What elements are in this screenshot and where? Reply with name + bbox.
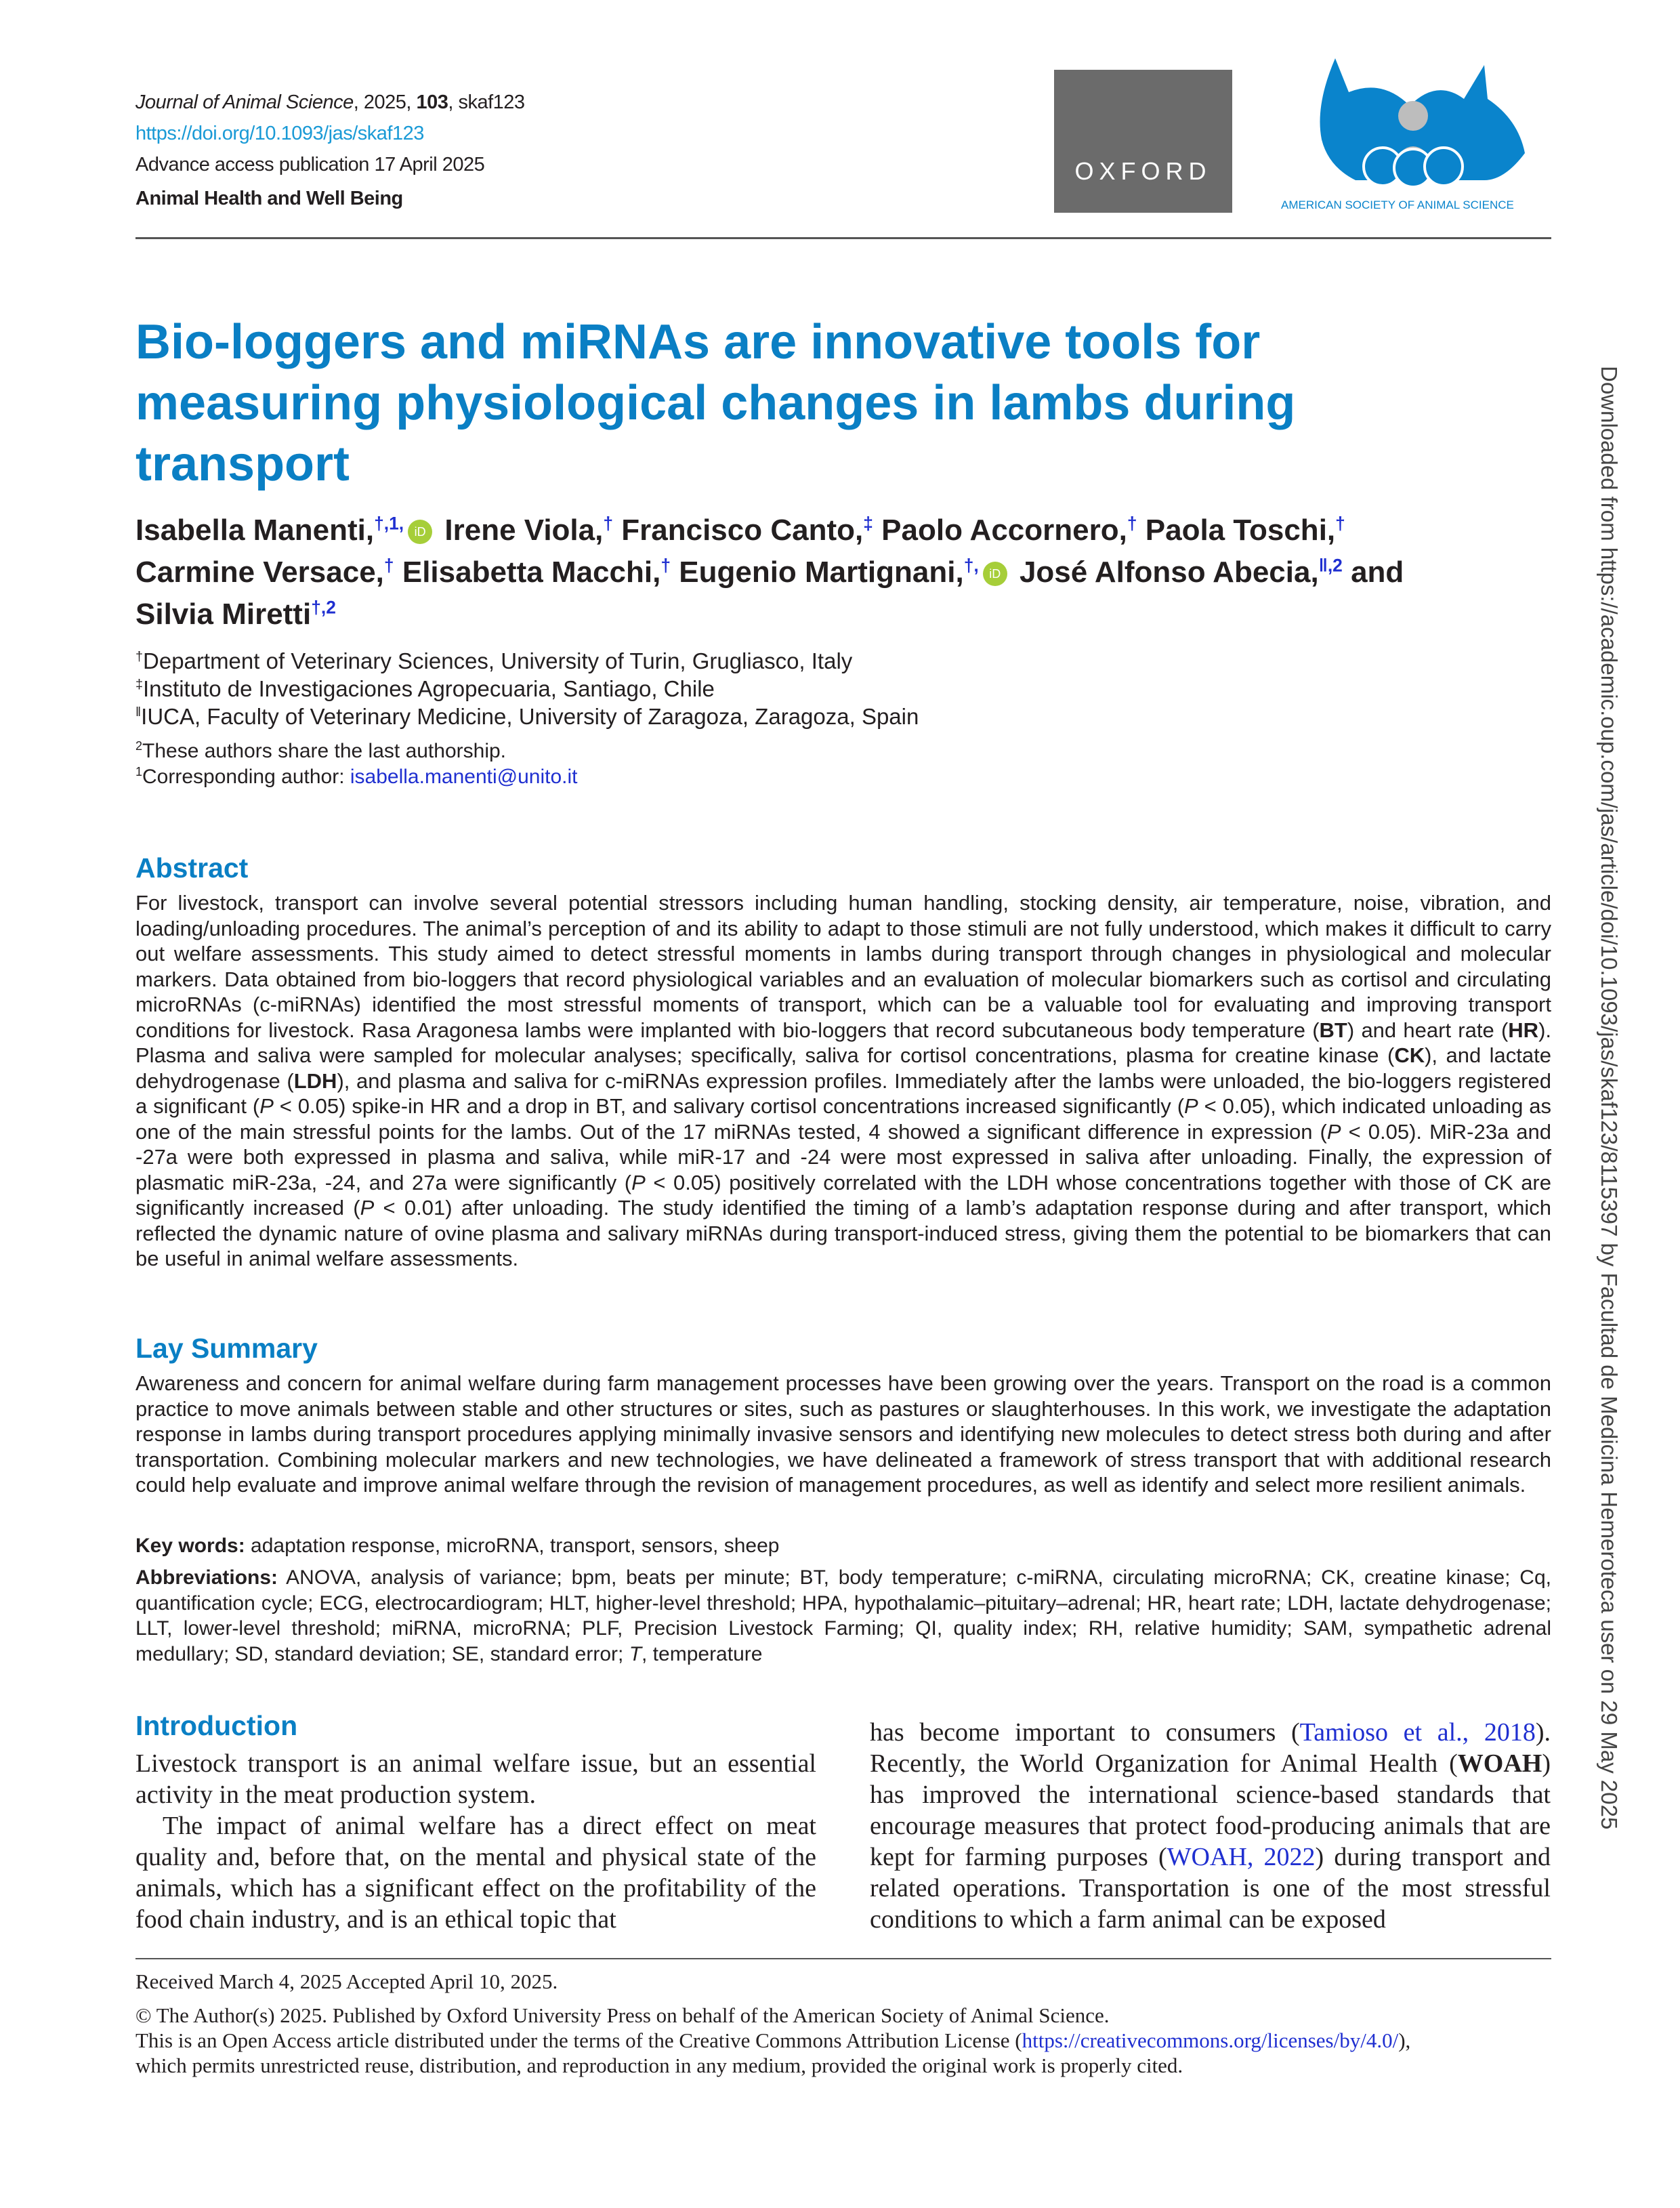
abstract-text — [135, 890, 1551, 1272]
affiliation-marker: † — [1335, 513, 1345, 534]
citation: Journal of Animal Science, 2025, 103, skaf123 — [135, 91, 525, 113]
author-name: Paola Toschi, — [1145, 514, 1336, 547]
abstract-heading: Abstract — [135, 852, 249, 883]
italic-term: P — [259, 1094, 274, 1118]
text-run: < 0.05) positively correlated with the LDH whose concentrations together with those of CK are significantly increased ( — [135, 1170, 1551, 1220]
italic-term: P — [631, 1170, 646, 1194]
download-watermark: Downloaded from https://academic.oup.com/jas/article/doi/10.1093/jas/skaf123/8115397 by Facultad de Medicina Hemeroteca user on 29 May 2025 — [1597, 366, 1622, 1830]
article-title: Bio-loggers and miRNAs are innovative tools for measuring physiological changes in lambs during transport — [135, 315, 1296, 491]
affiliation-marker: † — [1127, 513, 1137, 534]
introduction-left-column — [135, 1748, 816, 1935]
text-run: ) has improved the international science-based standards that encourage measures that protect food-producing animals that are kept for farming purposes ( — [870, 1749, 1551, 1871]
lay-summary-heading: Lay Summary — [135, 1333, 318, 1364]
bold-term: LDH — [293, 1068, 337, 1093]
author-list — [135, 509, 1558, 636]
orcid-icon[interactable]: iD — [408, 520, 432, 544]
oxford-logo: OXFORD — [1054, 70, 1232, 213]
text-run: has become important to consumers ( — [870, 1718, 1300, 1747]
author-name: Carmine Versace, — [135, 556, 384, 589]
citation-link[interactable]: WOAH, 2022 — [1167, 1843, 1316, 1871]
author-name: Silvia Miretti — [135, 598, 312, 631]
affiliation-marker: ‖,2 — [1318, 555, 1343, 576]
paragraph — [135, 1810, 816, 1935]
abbreviations: Abbreviations: ANOVA, analysis of variance; bpm, beats per minute; BT, body temperature; c-miRNA, circulating microRNA; CK, creatine kinase; Cq, quantification cycle; ECG, electrocardiogram; HLT, higher-level threshold; HPA, hypothalamic–pituitary–adrenal; HR, heart rate; LDH, lactate dehydrogenase; LLT, lower-level threshold; miRNA, microRNA; PLF, Precision Livestock Farming; QI, quality index; RH, relative humidity; SAM, sympathetic adrenal medullary; SD, standard deviation; SE, standard error; T, temperature — [135, 1566, 1551, 1665]
text-run: ), and plasma and saliva for c-miRNAs expression profiles. Immediately after the lambs were unloaded, the bio-loggers registered a significant ( — [135, 1068, 1551, 1118]
text-run: , temperature — [642, 1642, 763, 1665]
author-name: and — [1351, 556, 1404, 589]
affiliation-marker: †,1, — [374, 513, 404, 534]
affiliation: †Department of Veterinary Sciences, University of Turin, Grugliasco, Italy — [135, 648, 853, 673]
text-run: < 0.05) spike-in HR and a drop in BT, and salivary cortisol concentrations increased significantly ( — [273, 1094, 1185, 1118]
author-name: Elisabetta Macchi, — [402, 556, 661, 589]
received-dates: Received March 4, 2025 Accepted April 10, 2025. — [135, 1970, 558, 1993]
bold-term: BT — [1319, 1018, 1347, 1042]
affiliation-marker: † — [383, 555, 394, 576]
affiliation-marker: †,2 — [311, 597, 336, 618]
keywords: Key words: adaptation response, microRNA, transport, sensors, sheep — [135, 1535, 780, 1557]
author-name: Irene Viola, — [444, 514, 604, 547]
bold-term: CK — [1394, 1043, 1425, 1067]
text-run: ANOVA, analysis of variance; bpm, beats per minute; BT, body temperature; c-miRNA, circulating microRNA; CK, creatine kinase; Cq, quantification cycle; ECG, electrocardiogram; HLT, higher-level threshold; HPA, hypothalamic–pituitary–adrenal; HR, heart rate; LDH, lactate dehydrogenase; LLT, lower-level threshold; miRNA, microRNA; PLF, Precision Livestock Farming; QI, quality index; RH, relative humidity; SAM, sympathetic adrenal medullary; SD, standard deviation; SE, standard error; — [135, 1566, 1551, 1665]
introduction-right-column — [870, 1717, 1551, 1935]
affiliation: ‖IUCA, Faculty of Veterinary Medicine, University of Zaragoza, Zaragoza, Spain — [135, 704, 919, 729]
text-run: ). Plasma and saliva were sampled for molecular analyses; specifically, saliva for cortisol concentrations, plasma for creatine kinase ( — [135, 1018, 1551, 1067]
text-run: For livestock, transport can involve several potential stressors including human handling, stocking density, air temperature, noise, vibration, and loading/unloading procedures. The animal’s perception of and its ability to adapt to those stimuli are not fully understood, which makes it difficult to carry out welfare assessments. This study aimed to detect stressful moments in lambs during transport through changes in physiological and molecular markers. Data obtained from bio-loggers that record physiological variables and an evaluation of molecular biomarkers such as cortisol and circulating microRNAs (c-miRNAs) identified the most stressful moments of transport, which can be a valuable tool for evaluating and improving transport conditions for livestock. Rasa Aragonesa lambs were implanted with bio-loggers that record subcutaneous body temperature ( — [135, 891, 1551, 1042]
italic-term: T — [629, 1642, 642, 1665]
text-run: The impact of animal welfare has a direct effect on meat quality and, before that, on the mental and physical state of the animals, which has a significant effect on the profitability of the food chain industry, and is an ethical topic that — [135, 1812, 816, 1934]
introduction-heading: Introduction — [135, 1710, 298, 1741]
italic-term: P — [1184, 1094, 1198, 1118]
license-link[interactable]: https://creativecommons.org/licenses/by/4.0/ — [1022, 2028, 1399, 2052]
text-run: ). Recently, the World Organization for Animal Health ( — [870, 1718, 1551, 1778]
author-notes: $^2$These authors share the last authorship. $^1$Corresponding author: isabella.manenti@unito.it — [135, 739, 578, 788]
affiliation-marker: † — [603, 513, 614, 534]
bold-term: WOAH — [1457, 1749, 1542, 1778]
text-run: ) during transport and related operations. Transportation is one of the most stressful conditions to which a farm animal can be exposed — [870, 1843, 1551, 1934]
text-run: ), and lactate dehydrogenase ( — [135, 1043, 1551, 1093]
doi-link[interactable]: https://doi.org/10.1093/jas/skaf123 — [135, 123, 424, 144]
author-name: Eugenio Martignani, — [679, 556, 964, 589]
text-run: ) and heart rate ( — [1347, 1018, 1509, 1042]
svg-text:AMERICAN SOCIETY OF ANIMAL SCI: AMERICAN SOCIETY OF ANIMAL SCIENCE — [1281, 199, 1514, 211]
italic-term: P — [360, 1196, 375, 1220]
journal-header — [135, 87, 525, 214]
advance-access: Advance access publication 17 April 2025 — [135, 154, 485, 175]
author-name: Paolo Accornero, — [881, 514, 1127, 547]
italic-term: P — [1326, 1119, 1341, 1144]
affiliations — [135, 647, 919, 730]
asas-logo — [1281, 51, 1552, 214]
text-run: < 0.05). MiR-23a and -27a were both expressed in plasma and saliva, while miR-17 and -24 were most expressed in saliva after unloading. Finally, the expression of plasmatic miR-23a, -24, and 27a were significantly ( — [135, 1119, 1551, 1194]
affiliation-marker: ‡ — [863, 513, 873, 534]
paragraph — [870, 1717, 1551, 1935]
affiliation: ‡Instituto de Investigaciones Agropecuaria, Santiago, Chile — [135, 676, 715, 701]
citation-link[interactable]: Tamioso et al., 2018 — [1299, 1718, 1536, 1747]
text-run: Livestock transport is an animal welfare issue, but an essential activity in the meat production system. — [135, 1749, 816, 1809]
text-run: < 0.05), which indicated unloading as one of the main stressful points for the lambs. Out of the 17 miRNAs tested, 4 showed a significant difference in expression ( — [135, 1094, 1551, 1144]
lay-summary-text: Awareness and concern for animal welfare during farm management processes have been growing over the years. Transport on the road is a common practice to move animals between stable and other structures or sites, such as pastures or slaughterhouses. In this work, we investigate the adaptation response in lambs during transport procedures applying minimally invasive sensors and identifying new molecules to detect stress both during and after transportation. Combining molecular markers and new technologies, we have delineated a framework of stress transport that with additional research could help evaluate and improve animal welfare through the revision of management procedures, as well as identify and select more resilient animals. — [135, 1371, 1551, 1497]
license-block: © The Author(s) 2025. Published by Oxford University Press on behalf of the American Society of Animal Science. This is an Open Access article distributed under the terms of the Creative Commons Attribution License (https://creativecommons.org/licenses/by/4.0/), which permits unrestricted reuse, distribution, and reproduction in any medium, provided the original work is properly cited. — [135, 2003, 1411, 2077]
author-name: José Alfonso Abecia, — [1019, 556, 1319, 589]
paragraph — [135, 1748, 816, 1810]
author-name: Francisco Canto, — [621, 514, 864, 547]
text-run: < 0.01) after unloading. The study identified the timing of a lamb’s adaptation response during and after transport, which reflected the dynamic nature of ovine plasma and salivary miRNAs during transport-induced stress, giving them the potential to be biomarkers that can be useful in animal welfare assessments. — [135, 1196, 1552, 1270]
bold-term: HR — [1508, 1018, 1539, 1042]
orcid-icon[interactable]: iD — [983, 562, 1007, 586]
email-link[interactable]: isabella.manenti@unito.it — [350, 766, 578, 788]
author-name: Isabella Manenti, — [135, 514, 375, 547]
affiliation-marker: † — [660, 555, 671, 576]
footer-divider — [135, 1958, 1551, 1959]
header-divider — [135, 237, 1551, 239]
affiliation-marker: †, — [963, 555, 979, 576]
section-label: Animal Health and Well Being — [135, 188, 403, 209]
